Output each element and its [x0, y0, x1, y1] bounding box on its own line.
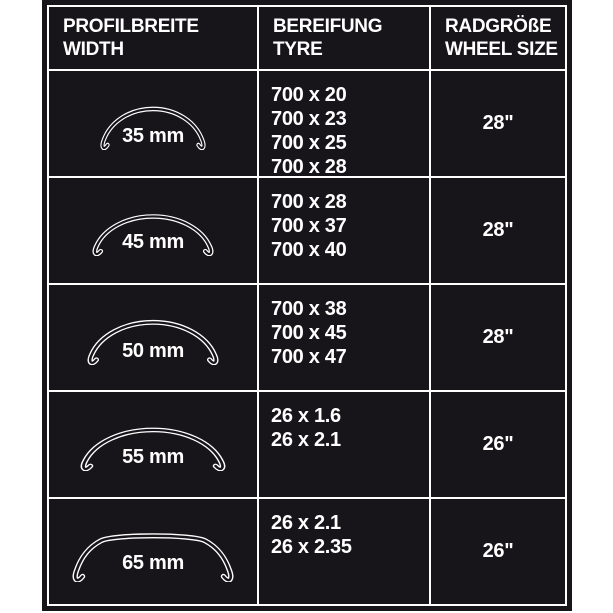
wheel-size-value: 26" — [482, 540, 514, 562]
tyre-size: 700 x 47 — [271, 346, 347, 368]
table-row-2-tyre-cell — [259, 178, 429, 283]
header-wheel-size-en: WHEEL SIZE — [445, 39, 558, 60]
header-wheel-size — [431, 7, 565, 69]
size-table — [42, 0, 572, 611]
header-tyre-en: TYRE — [273, 39, 323, 60]
wheel-size-value: 28" — [482, 219, 514, 241]
size-table-grid — [49, 7, 565, 604]
fender-profile-icon — [92, 206, 214, 256]
table-row-5-width-cell — [49, 499, 257, 604]
table-row-2-wheel-cell — [431, 178, 565, 283]
tyre-size: 700 x 20 — [271, 84, 347, 106]
fender-profile-icon — [100, 98, 206, 150]
table-row-1-width-cell — [49, 71, 257, 176]
header-width — [49, 7, 257, 69]
tyre-size: 700 x 45 — [271, 322, 347, 344]
tyre-size: 700 x 37 — [271, 215, 347, 237]
width-value-label: 45 mm — [122, 230, 184, 253]
tyre-size: 700 x 23 — [271, 108, 347, 130]
fender-profile-icon — [71, 522, 235, 582]
tyre-size: 26 x 2.1 — [271, 512, 341, 534]
header-wheel-size-de: RADGRÖßE — [445, 16, 552, 37]
width-value-label: 55 mm — [122, 445, 184, 468]
tyre-size: 700 x 40 — [271, 239, 347, 261]
table-row-5-tyre-cell — [259, 499, 429, 604]
table-row-1-tyre-cell — [259, 71, 429, 176]
table-row-5-wheel-cell — [431, 499, 565, 604]
table-row-3-width-cell — [49, 285, 257, 390]
tyre-size: 26 x 2.35 — [271, 536, 352, 558]
table-row-2-width-cell — [49, 178, 257, 283]
width-value-label: 65 mm — [122, 551, 184, 574]
wheel-size-value: 28" — [482, 112, 514, 134]
fender-profile-icon — [80, 419, 226, 471]
width-value-label: 35 mm — [122, 124, 184, 147]
table-row-1-wheel-cell — [431, 71, 565, 176]
wheel-size-value: 28" — [482, 326, 514, 348]
header-width-en: WIDTH — [63, 39, 124, 60]
header-tyre-de: BEREIFUNG — [273, 16, 383, 37]
table-row-4-wheel-cell — [431, 392, 565, 497]
table-row-4-tyre-cell — [259, 392, 429, 497]
tyre-size: 26 x 2.1 — [271, 429, 341, 451]
fender-profile-icon — [87, 311, 219, 365]
tyre-size: 700 x 25 — [271, 132, 347, 154]
tyre-size: 700 x 28 — [271, 191, 347, 213]
tyre-size: 700 x 28 — [271, 156, 347, 176]
table-row-3-tyre-cell — [259, 285, 429, 390]
tyre-size: 26 x 1.6 — [271, 405, 341, 427]
header-width-de: PROFILBREITE — [63, 16, 199, 37]
table-row-4-width-cell — [49, 392, 257, 497]
wheel-size-value: 26" — [482, 433, 514, 455]
width-value-label: 50 mm — [122, 339, 184, 362]
header-tyre — [259, 7, 429, 69]
tyre-size: 700 x 38 — [271, 298, 347, 320]
table-row-3-wheel-cell — [431, 285, 565, 390]
